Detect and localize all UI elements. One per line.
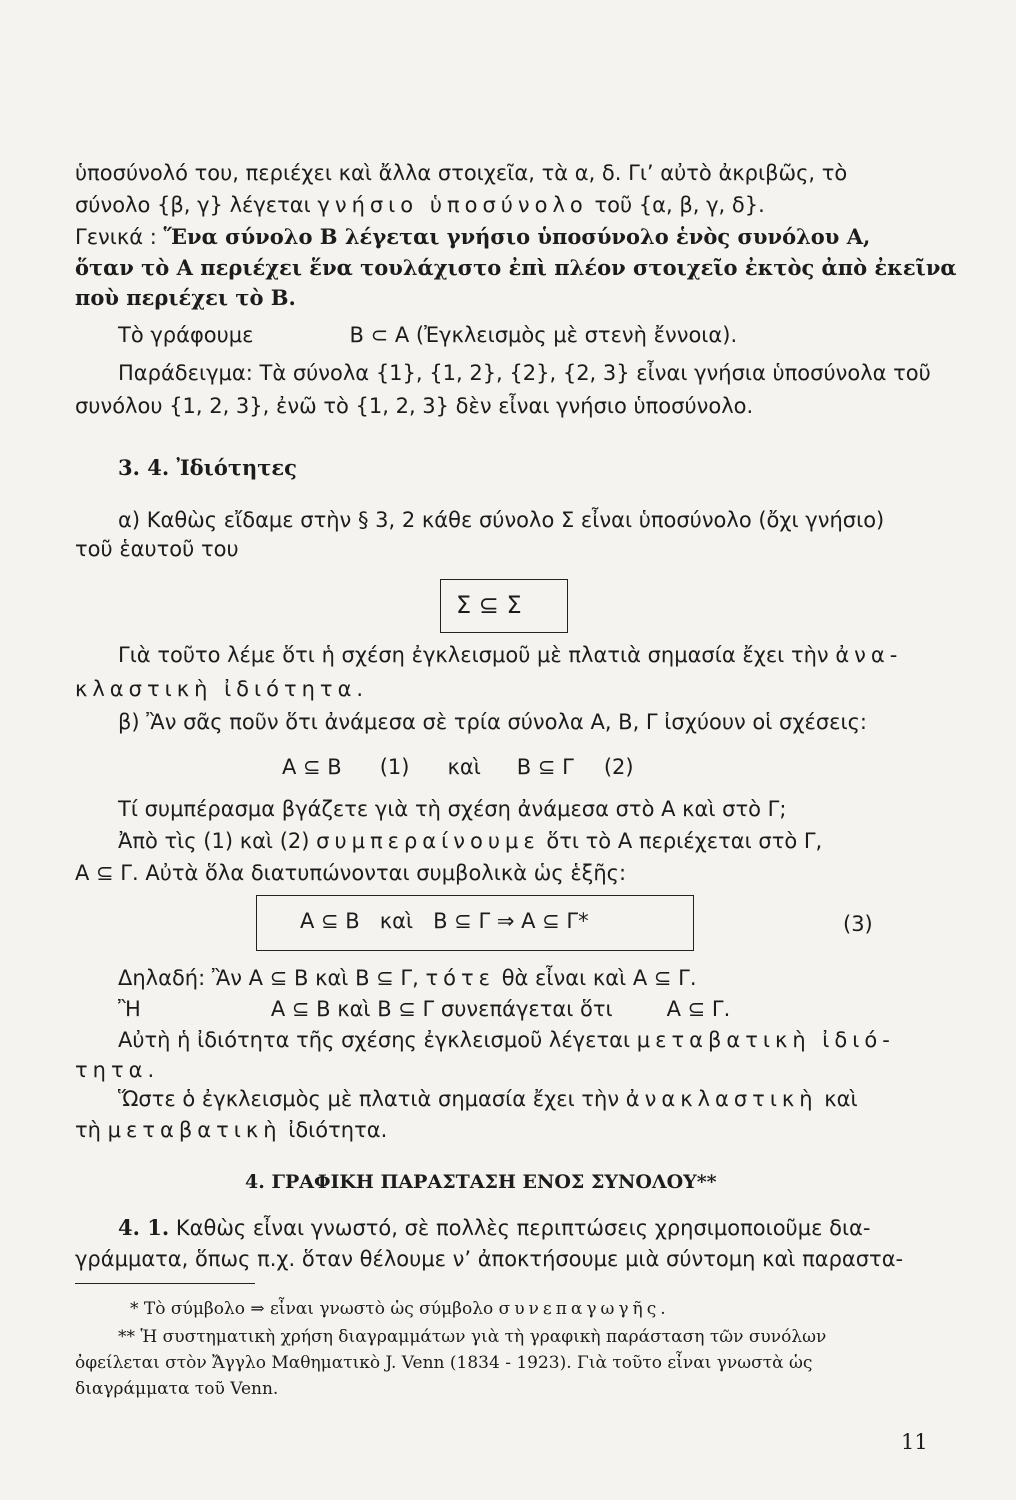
text-line: Ὥστε ὁ ἐγκλεισμὸς μὲ πλατιὰ σημασία ἔχει τὴν ἀνακλαστικὴ καὶ	[118, 1087, 858, 1111]
footnote-1: * Τὸ σύμβολο ⇒ εἶναι γνωστὸ ὡς σύμβολο συνεπαγωγῆς.	[130, 1299, 666, 1319]
text-line: γράμματα, ὅπως π.χ. ὅταν θέλουμε ν’ ἀποκτήσουμε μιὰ σύντομη καὶ παραστα-	[75, 1247, 904, 1271]
text-line: τοῦ ἑαυτοῦ του	[75, 537, 239, 561]
text-line: ὑποσύνολό του, περιέχει καὶ ἄλλα στοιχεῖα, τὰ α, δ. Γι’ αὐτὸ ἀκριβῶς, τὸ	[75, 161, 848, 185]
text-line: τὴ μεταβατικὴ ἰδιότητα.	[75, 1118, 388, 1142]
text-line: Γιὰ τοῦτο λέμε ὅτι ἡ σχέση ἐγκλεισμοῦ μὲ πλατιὰ σημασία ἔχει τὴν ἀνα-	[118, 643, 903, 667]
text-line: β) Ἂν σᾶς ποῦν ὅτι ἀνάμεσα σὲ τρία σύνολα Α, Β, Γ ἰσχύουν οἱ σχέσεις:	[118, 710, 867, 734]
section-heading-3-4: 3. 4. Ἰδιότητες	[118, 455, 297, 480]
formula-number: (3)	[843, 912, 873, 936]
definition-line: ποὺ περιέχει τὸ Β.	[75, 285, 296, 310]
page-number: 11	[901, 1430, 928, 1454]
text-line: Αὐτὴ ἡ ἰδιότητα τῆς σχέσης ἐγκλεισμοῦ λέγεται μεταβατικὴ ἰδιό-	[118, 1028, 895, 1052]
text-line: σύνολο {β, γ} λέγεται γνήσιο ὑποσύνολο τοῦ {α, β, γ, δ}.	[75, 193, 765, 217]
section-heading-4: 4. ΓΡΑΦΙΚΗ ΠΑΡΑΣΤΑΣΗ ΕΝΟΣ ΣΥΝΟΛΟΥ**	[245, 1171, 717, 1193]
text-line: 4. 1. Καθὼς εἶναι γνωστό, σὲ πολλὲς περιπτώσεις χρησιμοποιοῦμε δια-	[118, 1215, 871, 1240]
text-line: κλαστικὴ ἰδιότητα.	[75, 677, 364, 701]
text-line: Τὸ γράφουμε Β ⊂ Α (Ἐγκλεισμὸς μὲ στενὴ ἔννοια).	[118, 323, 738, 347]
footnote-2-cont: ὀφείλεται στὸν Ἄγγλο Μαθηματικὸ J. Venn (1834 - 1923). Γιὰ τοῦτο εἶναι γνωστὰ ὡς	[75, 1353, 813, 1373]
text-line: Τί συμπέρασμα βγάζετε γιὰ τὴ σχέση ἀνάμεσα στὸ Α καὶ στὸ Γ;	[118, 797, 787, 821]
text-line: Α ⊆ Γ. Αὐτὰ ὅλα διατυπώνονται συμβολικὰ ὡς ἑξῆς:	[75, 861, 627, 885]
text-line: Παράδειγμα: Τὰ σύνολα {1}, {1, 2}, {2}, {2, 3} εἶναι γνήσια ὑποσύνολα τοῦ	[118, 361, 931, 385]
formula-transitive: Α ⊆ Β καὶ Β ⊆ Γ ⇒ Α ⊆ Γ*	[300, 909, 589, 933]
footnote-divider	[75, 1283, 255, 1284]
definition-line: Γενικά : Ἕνα σύνολο Β λέγεται γνήσιο ὑποσύνολο ἑνὸς συνόλου Α,	[75, 224, 871, 249]
footnote-2-cont: διαγράμματα τοῦ Venn.	[75, 1379, 279, 1399]
formula-reflexive: Σ ⊆ Σ	[456, 591, 522, 619]
footnote-2: ** Ἡ συστηματικὴ χρήση διαγραμμάτων γιὰ τὴ γραφικὴ παράσταση τῶν συνόλων	[118, 1327, 827, 1347]
text-line: α) Καθὼς εἴδαμε στὴν § 3, 2 κάθε σύνολο Σ εἶναι ὑποσύνολο (ὄχι γνήσιο)	[118, 508, 885, 532]
text-line: Δηλαδή: Ἂν Α ⊆ Β καὶ Β ⊆ Γ, τότε θὰ εἶναι καὶ Α ⊆ Γ.	[118, 966, 697, 990]
text-line: τητα.	[75, 1058, 160, 1082]
text-line: Ἢ Α ⊆ Β καὶ Β ⊆ Γ συνεπάγεται ὅτι Α ⊆ Γ.	[118, 997, 731, 1021]
text-line: Ἀπὸ τὶς (1) καὶ (2) συμπεραίνουμε ὅτι τὸ Α περιέχεται στὸ Γ,	[118, 829, 823, 853]
text-line: συνόλου {1, 2, 3}, ἐνῶ τὸ {1, 2, 3} δὲν εἶναι γνήσιο ὑποσύνολο.	[75, 394, 754, 418]
definition-line: ὅταν τὸ Α περιέχει ἕνα τουλάχιστο ἐπὶ πλέον στοιχεῖο ἐκτὸς ἀπὸ ἐκεῖνα	[75, 255, 957, 280]
formula-relations: Α ⊆ Β (1) καὶ Β ⊆ Γ (2)	[282, 755, 634, 779]
